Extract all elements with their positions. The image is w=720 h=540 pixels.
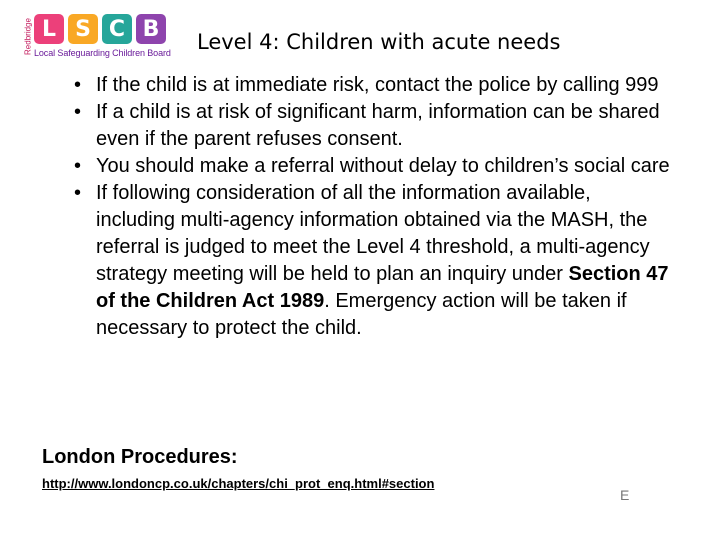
bullet-item	[74, 180, 674, 342]
bullet-text-start: If following consideration of all the information available, including multi-agency information obtained via the MASH, the referral is judged to meet the Level 4 threshold, a multi-agency strategy meeting will be held to plan an inquiry under	[96, 182, 650, 285]
bullet-item	[74, 99, 674, 153]
slide-title: Level 4: Children with acute needs	[197, 30, 561, 54]
logo-tile-l: L	[34, 14, 64, 44]
logo-tile-s: S	[68, 14, 98, 44]
bullet-text: If the child is at immediate risk, contact the police by calling 999	[96, 74, 659, 96]
logo-tile-c: C	[102, 14, 132, 44]
logo-vertical-text: Redbridge	[23, 18, 33, 55]
logo-tile-b: B	[136, 14, 166, 44]
logo-subtitle: Local Safeguarding Children Board	[34, 48, 171, 58]
bullet-list	[74, 72, 674, 342]
bullet-text: If a child is at risk of significant harm, information can be shared even if the parent refuses consent.	[96, 101, 660, 150]
procedures-link[interactable]: http://www.londoncp.co.uk/chapters/chi_prot_enq.html#section	[42, 476, 435, 491]
bullet-text: You should make a referral without delay to children’s social care	[96, 155, 670, 177]
bullet-text-bold: Section 47 of the Children Act 1989	[96, 263, 669, 312]
footer-mark: E	[620, 487, 630, 503]
lscb-logo	[20, 14, 170, 66]
bullet-item	[74, 72, 674, 99]
logo-letter-tiles	[34, 14, 166, 44]
bullet-item	[74, 153, 674, 180]
bullet-text-end: . Emergency action will be taken if necessary to protect the child.	[96, 290, 627, 339]
procedures-heading: London Procedures:	[42, 446, 238, 468]
